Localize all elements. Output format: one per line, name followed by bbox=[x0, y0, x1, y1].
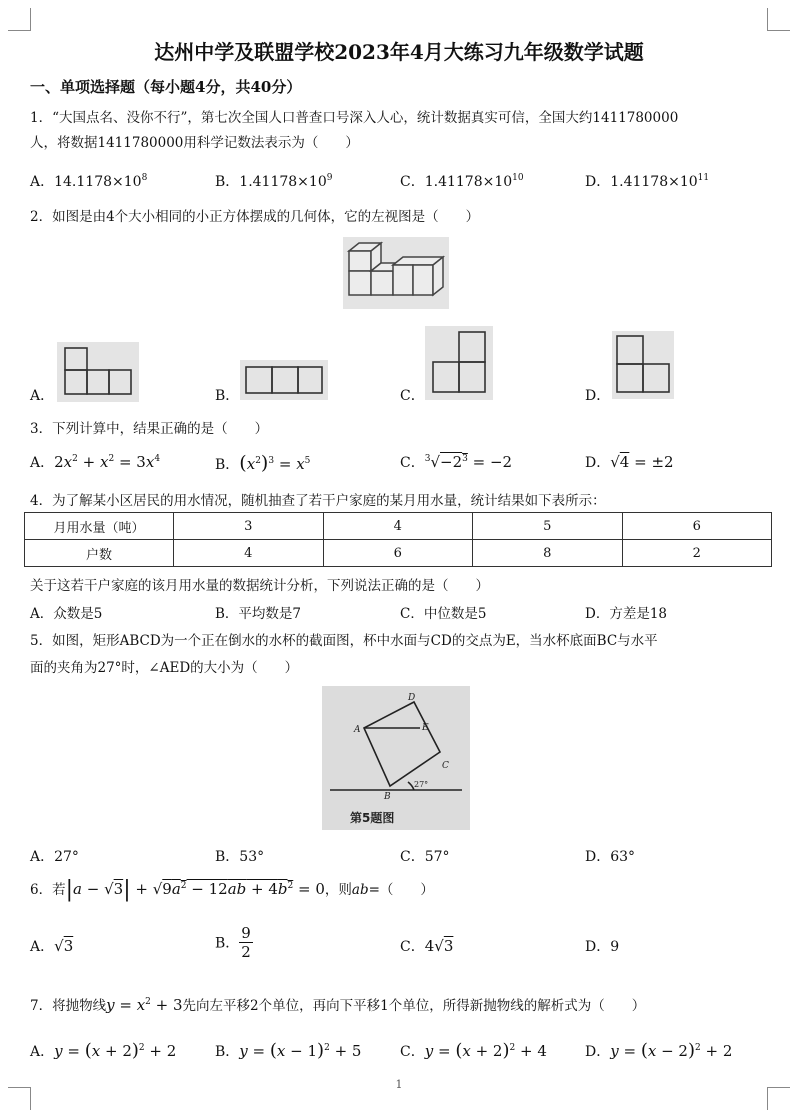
q3-option-c: C．$^3√-2^3 = -2$ bbox=[400, 453, 513, 471]
q5-option-d: D．63° bbox=[585, 849, 636, 865]
section-heading: 一、单项选择题（每小题4分，共40分） bbox=[30, 78, 302, 96]
q1-line1: 1．“大国点名、没你不行”，第七次全国人口普查口号深入人心，统计数据真实可信，全国大约1411780000 bbox=[30, 110, 679, 126]
table-row bbox=[25, 540, 772, 567]
q3-text: 3．下列计算中，结果正确的是（ ） bbox=[30, 421, 269, 437]
q4-option-b: B．平均数是7 bbox=[215, 606, 302, 622]
q4-question: 关于这若干户家庭的该月用水量的数据统计分析，下列说法正确的是（ ） bbox=[30, 578, 489, 594]
q5-line1: 5．如图，矩形ABCD为一个正在倒水的水杯的截面图，杯中水面与CD的交点为E，当水杯底面BC与水平 bbox=[30, 633, 658, 649]
q2-option-d-label: D． bbox=[585, 388, 611, 404]
label-d: D bbox=[408, 693, 416, 703]
q4-option-c: C．中位数是5 bbox=[400, 606, 487, 622]
q7-option-d: D．$y = (x - 2)^2 + 2$ bbox=[585, 1040, 733, 1061]
q2-solid-figure bbox=[343, 237, 449, 309]
q1-line2: 人，将数据1411780000用科学记数法表示为（ ） bbox=[30, 135, 359, 151]
label-b: B bbox=[384, 792, 391, 802]
label-a: A bbox=[354, 725, 361, 735]
q1-option-c: C．$1.41178\times 10^{10}$ bbox=[400, 173, 524, 190]
q2-option-c-figure bbox=[425, 326, 493, 400]
q5-cup-figure bbox=[322, 686, 470, 830]
page-number: 1 bbox=[395, 1078, 403, 1091]
q3-option-d: D．√4 = ±2 bbox=[585, 453, 674, 471]
q2-text: 2．如图是由4个大小相同的小正方体摆成的几何体，它的左视图是（ ） bbox=[30, 209, 480, 225]
q6-option-d: D．9 bbox=[585, 939, 620, 955]
q1-option-b: B．$1.41178\times 10^9$ bbox=[215, 173, 333, 190]
q2-option-d-figure bbox=[612, 331, 674, 399]
label-angle: 27° bbox=[414, 780, 429, 789]
q6-text: 6．若$|a - √3| + √9a^2 - 12ab + 4b^2 = 0$，则ab=（ ） bbox=[30, 877, 434, 902]
table-cell: 4 bbox=[323, 513, 473, 540]
q2-option-a-label: A． bbox=[30, 388, 55, 404]
q6-option-c: C．4√3 bbox=[400, 937, 454, 955]
q6-option-b: B． $\frac{9}{2}$ bbox=[215, 924, 251, 961]
q7-text: 7．将抛物线$y = x^2 + 3$先向左平移2个单位，再向下平移1个单位，所得新抛物线的解析式为（ ） bbox=[30, 996, 646, 1014]
q4-option-a: A．众数是5 bbox=[30, 606, 103, 622]
q4-option-d: D．方差是18 bbox=[585, 606, 668, 622]
table-cell: 3 bbox=[174, 513, 324, 540]
table-cell: 户数 bbox=[25, 540, 174, 567]
water-usage-table bbox=[24, 512, 772, 567]
figure-caption: 第5题图 bbox=[350, 811, 395, 825]
label-c: C bbox=[442, 761, 449, 771]
table-cell: 8 bbox=[473, 540, 623, 567]
exam-title: 达州中学及联盟学校2023年4月大练习九年级数学试题 bbox=[154, 40, 644, 64]
q2-option-c-label: C． bbox=[400, 388, 425, 404]
table-cell: 月用水量（吨） bbox=[25, 513, 174, 540]
table-cell: 6 bbox=[622, 513, 772, 540]
q6-option-a: A．√3 bbox=[30, 937, 74, 955]
q3-option-b: B．$(x^2)^3 = x^5$ bbox=[215, 452, 311, 474]
q1-option-d: D．$1.41178\times 10^{11}$ bbox=[585, 173, 710, 190]
crop-mark-top-left bbox=[8, 8, 31, 31]
q5-option-b: B．53° bbox=[215, 849, 265, 865]
table-row bbox=[25, 513, 772, 540]
q4-text: 4．为了解某小区居民的用水情况，随机抽查了若干户家庭的某月用水量，统计结果如下表所示： bbox=[30, 493, 606, 509]
table-cell: 5 bbox=[473, 513, 623, 540]
q7-option-c: C．$y = (x + 2)^2 + 4$ bbox=[400, 1040, 547, 1061]
q5-option-a: A．27° bbox=[30, 849, 79, 865]
label-e: E bbox=[422, 723, 429, 733]
q5-line2: 面的夹角为27°时，∠AED的大小为（ ） bbox=[30, 660, 299, 676]
q5-option-c: C．57° bbox=[400, 849, 450, 865]
q2-option-b-label: B． bbox=[215, 388, 240, 404]
q7-option-b: B．$y = (x - 1)^2 + 5$ bbox=[215, 1040, 362, 1061]
q1-option-a: A．$14.1178\times 10^8$ bbox=[30, 173, 148, 190]
table-cell: 2 bbox=[622, 540, 772, 567]
q2-option-a-figure bbox=[57, 342, 139, 402]
q2-option-b-figure bbox=[240, 360, 328, 400]
q3-option-a: A．$2x^2 + x^2 = 3x^4$ bbox=[30, 453, 161, 471]
crop-mark-top-right bbox=[767, 8, 790, 31]
q7-option-a: A．$y = (x + 2)^2 + 2$ bbox=[30, 1040, 177, 1061]
table-cell: 4 bbox=[174, 540, 324, 567]
table-cell: 6 bbox=[323, 540, 473, 567]
